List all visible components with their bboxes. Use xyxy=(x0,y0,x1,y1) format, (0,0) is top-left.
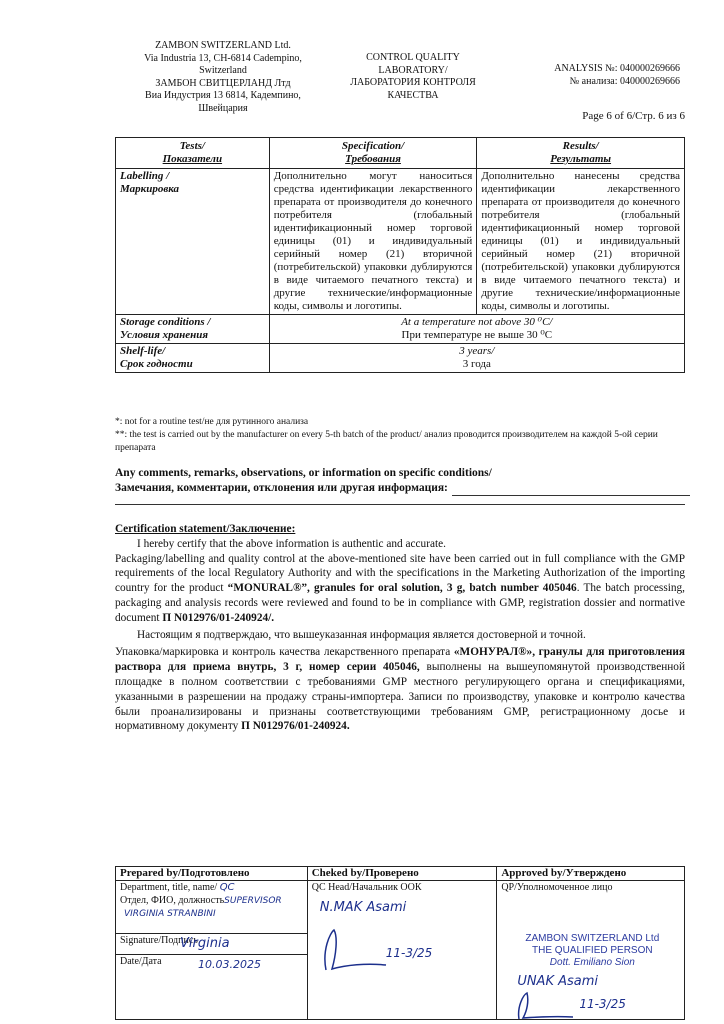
cert-ru-p1: Настоящим я подтверждаю, что вышеуказанная информация является достоверной и точной. xyxy=(137,628,586,641)
lab-line: CONTROL QUALITY xyxy=(366,52,460,63)
handwritten-title: SUPERVISOR xyxy=(224,896,282,906)
company-line: ZAMBON SWITZERLAND Ltd. xyxy=(155,40,291,51)
checked-role: QC Head/Начальник ООК xyxy=(311,882,422,893)
company-line: ЗАМБОН СВИТЦЕРЛАНД Лтд xyxy=(155,77,291,89)
approved-role: QP/Уполномоченное лицо xyxy=(501,882,613,893)
approver-signature-icon xyxy=(513,991,583,1021)
handwritten-approver-date: 11-3/25 xyxy=(579,997,626,1011)
company-line: Switzerland xyxy=(199,65,247,76)
comments-blank-line xyxy=(452,484,690,496)
footnotes xyxy=(115,416,685,455)
handwritten-dept: QC xyxy=(219,882,235,893)
comments-blank-line-2 xyxy=(115,504,685,505)
comments-label-ru: Замечания, комментарии, отклонения или другая информация: xyxy=(115,482,448,494)
header-results: Results/ Результаты xyxy=(477,138,685,169)
date-label: Date/Дата xyxy=(120,956,162,967)
comments-label-en: Any comments, remarks, observations, or information on specific conditions/ xyxy=(115,467,492,479)
cert-ru-p2: Упаковка/маркировка и контроль качества лекарственного препарата «МОНУРАЛ®», гранулы для приготовления раствора для приема внутрь, 3 г, номер серии 405046, выполнены на вышеупомянутой производственной площадке в полном соответствии с требованиями GMP местного регулирующего органа и спецификациями, указанными в разрешении на продажу страны-импортера. Записи по производству, упаковке и контролю качества были проанализированы и признаны соответствующими требованиям GMP, регистрационному досье и нормативному документу П N012976/01-240924. xyxy=(115,646,685,733)
specification-table xyxy=(115,137,685,373)
table-row xyxy=(116,169,685,315)
table-row xyxy=(116,344,685,373)
certification-title: Certification statement/Заключение: xyxy=(115,523,296,535)
cert-en-p2: Packaging/labelling and quality control at the above-mentioned site have been carried out in full compliance with the GMP requirements of the local Regulatory Authority and with the specifications in the Marketing Authorization of the importing country for the product “MONURAL®”, granules for oral solution, 3 g, batch number 405046. The batch processing, packaging and analysis records were reviewed and found to be in compliance with GMP, registration dossier and normative document П N012976/01-240924/. xyxy=(115,552,685,624)
company-line: Швейцария xyxy=(198,102,248,114)
signature-label: Signature/Подпись xyxy=(120,935,198,946)
lab-line: КАЧЕСТВА xyxy=(387,89,439,101)
approved-header: Approved by/Утверждено xyxy=(497,867,685,881)
qualified-person-stamp: ZAMBON SWITZERLAND Ltd THE QUALIFIED PERSON Dott. Emiliano Sion xyxy=(525,933,660,968)
checked-header: Cheked by/Проверено xyxy=(307,867,497,881)
handwritten-approver-name: UNAK Asami xyxy=(517,974,599,989)
footnote: *: not for a routine test/не для рутинного анализа xyxy=(115,417,309,427)
handwritten-checker-date: 11-3/25 xyxy=(385,946,433,960)
lab-line: LABORATORY/ xyxy=(378,64,448,76)
footnote: **: the test is carried out by the manufacturer on every 5-th batch of the product/ анализ проводится производителем на каждой 5-ой серии препарата xyxy=(115,430,658,453)
lab-line: ЛАБОРАТОРИЯ КОНТРОЛЯ xyxy=(350,77,476,88)
header-tests: Tests/ Показатели xyxy=(116,138,270,169)
spec-labelling: Дополнительно могут наноситься средства идентификации лекарственного препарата от производителя до конечного потребителя (глобальный идентификационный номер торговой единицы (01) и индивидуальный серийный номер (21) вторичной (потребительской) упаковки дублируются в виде читаемого печатного текста) и другие технические/информационные коды, символы и логотипы. xyxy=(269,169,477,315)
page-number: Page 6 of 6/Стр. 6 из 6 xyxy=(582,110,685,122)
lab-name xyxy=(328,52,498,102)
checked-cell xyxy=(307,881,497,1020)
certification-section xyxy=(115,522,685,734)
value-shelf-life: 3 years/ 3 года xyxy=(269,344,684,373)
checker-signature-icon xyxy=(316,925,396,975)
analysis-number xyxy=(520,63,680,88)
company-address xyxy=(128,40,318,115)
approved-cell xyxy=(497,881,685,1020)
handwritten-name: VIRGINIA STRANBINI xyxy=(124,909,216,919)
company-line: Via Industria 13, CH-6814 Cadempino, xyxy=(144,52,302,64)
analysis-line: № анализа: 040000269666 xyxy=(569,75,680,87)
table-row xyxy=(116,315,685,344)
cert-en-p1: I hereby certify that the above information is authentic and accurate. xyxy=(137,537,446,550)
company-line: Виа Индустрия 13 6814, Кадемпино, xyxy=(145,90,301,101)
prepared-cell: Department, title, name/ QC Отдел, ФИО, должностьSUPERVISOR VIRGINIA STRANBINI Signature/Подпись Virginia Date/Дата 10.03.2025 xyxy=(116,881,308,1020)
signature-table xyxy=(115,866,685,1020)
test-labelling: Labelling / Маркировка xyxy=(116,169,270,315)
prepared-header: Prepared by/Подготовлено xyxy=(116,867,308,881)
test-shelf-life: Shelf-life/ Срок годности xyxy=(116,344,270,373)
table-header-row xyxy=(116,138,685,169)
comments-section xyxy=(115,466,690,496)
handwritten-signature: Virginia xyxy=(180,936,230,951)
test-storage: Storage conditions / Условия хранения xyxy=(116,315,270,344)
result-labelling: Дополнительно нанесены средства идентификации лекарственного препарата от производителя до конечного потребителя (глобальный идентификационный номер торговой единицы (01) и индивидуальный серийный номер (21) вторичной (потребительской) упаковки дублируются в виде читаемого печатного текста) и другие технические/информационные коды, символы и логотипы. xyxy=(477,169,685,315)
header-specification: Specification/ Требования xyxy=(269,138,477,169)
analysis-line: ANALYSIS №: 040000269666 xyxy=(554,63,680,74)
handwritten-date: 10.03.2025 xyxy=(198,958,261,971)
handwritten-checker-name: N.MAK Asami xyxy=(319,900,407,915)
value-storage: At a temperature not above 30 ⁰C/ При температуре не выше 30 ⁰C xyxy=(269,315,684,344)
